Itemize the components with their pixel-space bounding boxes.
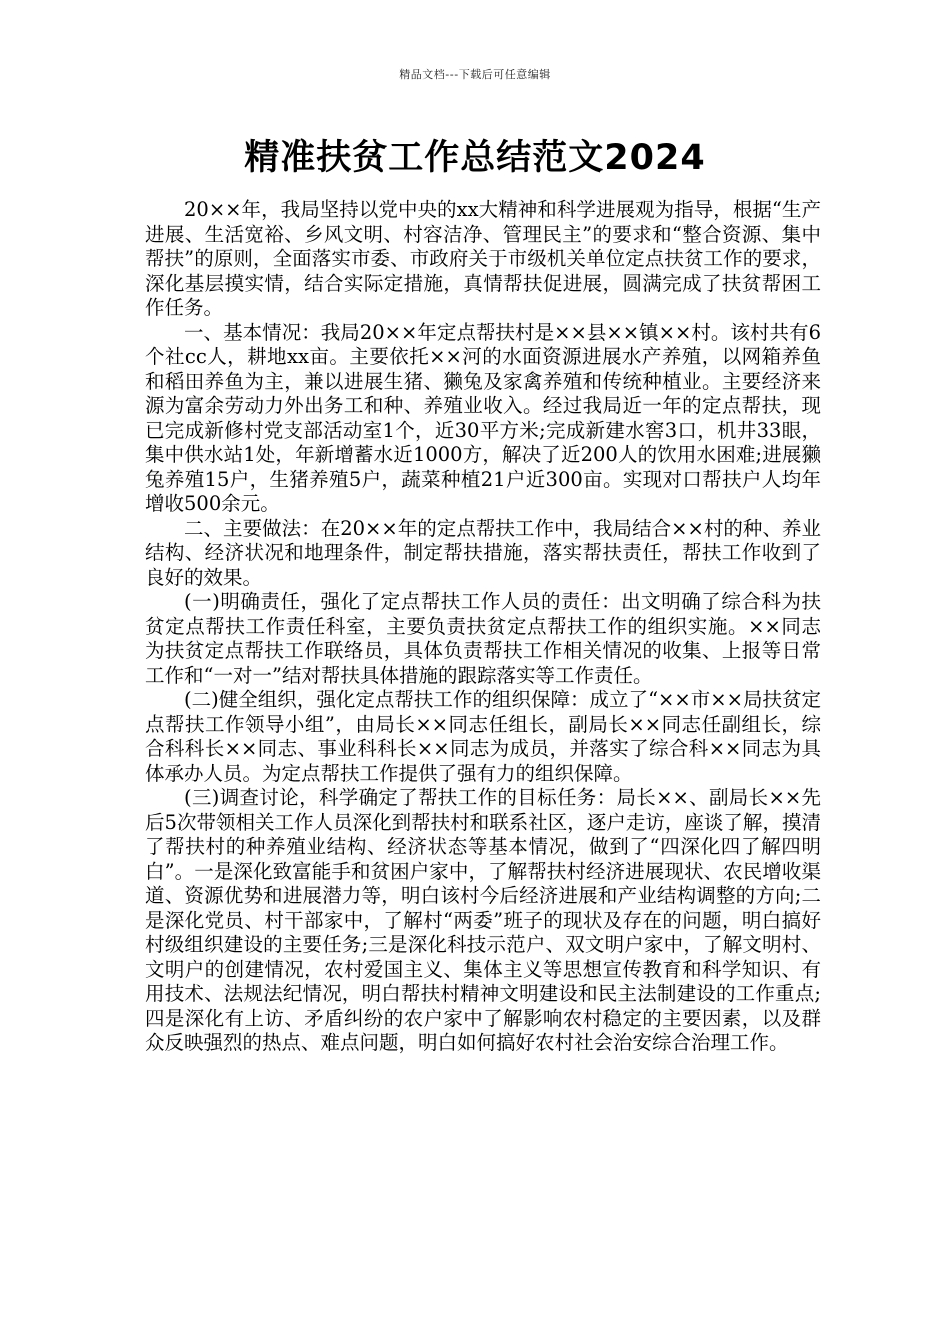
paragraph-main-methods: 二、主要做法：在20××年的定点帮扶工作中，我局结合××村的种、养业结构、经济状况和地理条件，制定帮扶措施，落实帮扶责任，帮扶工作收到了良好的效果。 [145,516,821,589]
paragraph-basic-situation: 一、基本情况：我局20××年定点帮扶村是××县××镇××村。该村共有6个社cc人，耕地xx亩。主要依托××河的水面资源进展水产养殖，以网箱养鱼和稻田养鱼为主，兼以进展生猪、獭兔及家禽养殖和传统种植业。主要经济来源为富余劳动力外出务工和种、养殖业收入。经过我局近一年的定点帮扶，现已完成新修村党支部活动室1个，近30平方米;完成新建水窖3口，机井33眼，集中供水站1处，年新增蓄水近1000方，解决了近200人的饮用水困难;进展獭兔养殖15户，生猪养殖5户，蔬菜种植21户近300亩。实现对口帮扶户人均年增收500余元。 [145,320,821,515]
document-title: 精准扶贫工作总结范文2024 [244,138,706,178]
paragraph-responsibility: (一)明确责任，强化了定点帮扶工作人员的责任：出文明确了综合科为扶贫定点帮扶工作责任科室，主要负责扶贫定点帮扶工作的组织实施。××同志为扶贫定点帮扶工作联络员，具体负责帮扶工作相关情况的收集、上报等日常工作和“一对一”结对帮扶具体措施的跟踪落实等工作责任。 [145,590,821,687]
header-note: 精品文档---下载后可任意编辑 [399,68,551,81]
paragraph-organization: (二)健全组织，强化定点帮扶工作的组织保障：成立了“××市××局扶贫定点帮扶工作领导小组”，由局长××同志任组长，副局长××同志任副组长，综合科科长××同志、事业科科长××同志为成员，并落实了综合科××同志为具体承办人员。为定点帮扶工作提供了强有力的组织保障。 [145,688,821,785]
paragraph-investigation: (三)调查讨论，科学确定了帮扶工作的目标任务：局长××、副局长××先后5次带领相关工作人员深化到帮扶村和联系社区，逐户走访，座谈了解，摸清了帮扶村的种养殖业结构、经济状态等基本情况，做到了“四深化四了解四明白”。一是深化致富能手和贫困户家中，了解帮扶村经济进展现状、农民增收渠道、资源优势和进展潜力等，明白该村今后经济进展和产业结构调整的方向;二是深化党员、村干部家中，了解村“两委”班子的现状及存在的问题，明白搞好村级组织建设的主要任务;三是深化科技示范户、双文明户家中，了解文明村、文明户的创建情况，农村爱国主义、集体主义等思想宣传教育和科学知识、有用技术、法规法纪情况，明白帮扶村精神文明建设和民主法制建设的工作重点;四是深化有上访、矛盾纠纷的农户家中了解影响农村稳定的主要因素，以及群众反映强烈的热点、难点问题，明白如何搞好农村社会治安综合治理工作。 [145,786,821,1054]
paragraph-intro: 20××年，我局坚持以党中央的xx大精神和科学进展观为指导，根据“生产进展、生活宽裕、乡风文明、村容洁净、管理民主”的要求和“整合资源、集中帮扶”的原则，全面落实市委、市政府关于市级机关单位定点扶贫工作的要求，深化基层摸实情，结合实际定措施，真情帮扶促进展，圆满完成了扶贫帮困工作任务。 [145,198,821,319]
document-body [145,198,821,1056]
